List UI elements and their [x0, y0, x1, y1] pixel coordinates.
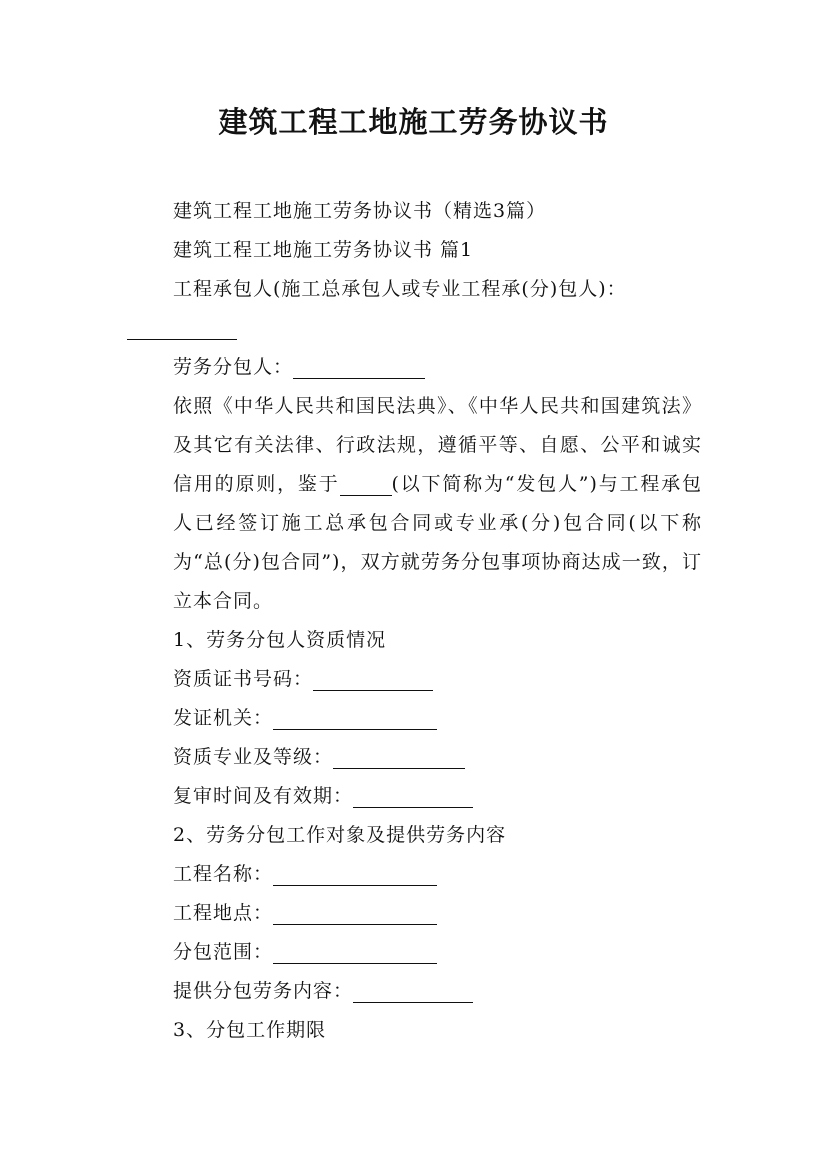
section-3-heading: 3、分包工作期限	[173, 1019, 327, 1041]
preamble-paragraph	[127, 387, 702, 621]
field-label: 分包范围：	[173, 941, 274, 963]
field-blank	[313, 668, 433, 691]
field-line	[127, 972, 702, 1011]
field-blank	[273, 863, 437, 886]
document-body	[127, 192, 702, 1050]
contractor-label: 工程承包人(施工总承包人或专业工程承(分)包人)：	[173, 278, 627, 300]
field-label: 资质证书号码：	[173, 668, 314, 690]
field-label: 提供分包劳务内容：	[173, 980, 354, 1002]
section-2-heading: 2、劳务分包工作对象及提供劳务内容	[173, 824, 507, 846]
field-blank	[333, 746, 465, 769]
field-blank	[273, 707, 437, 730]
client-blank	[340, 473, 392, 496]
field-line	[127, 660, 702, 699]
field-line	[127, 933, 702, 972]
field-label: 工程地点：	[173, 902, 274, 924]
field-line	[127, 894, 702, 933]
field-label: 发证机关：	[173, 707, 274, 729]
field-label: 资质专业及等级：	[173, 746, 334, 768]
field-label: 工程名称：	[173, 863, 274, 885]
subcontractor-blank	[293, 356, 425, 379]
intro-line: 建筑工程工地施工劳务协议书（精选3篇）	[173, 200, 547, 222]
preamble-text-b: (以下简称为“发包人”)与工程承包人已经签订施工总承包合同或专业承(分)包合同(以下称为“总(分)包合同”)，双方就劳务分包事项协商达成一致，订立本合同。	[173, 473, 702, 612]
field-blank	[353, 785, 473, 808]
section-heading: 建筑工程工地施工劳务协议书 篇1	[173, 239, 474, 261]
subcontractor-line	[127, 348, 702, 387]
section-1-heading: 1、劳务分包人资质情况	[173, 629, 387, 651]
field-line	[127, 855, 702, 894]
preamble-text-a: 依照《中华人民共和国民法典》、《中华人民共和国建筑法》及其它有关法律、行政法规，遵循平等、自愿、公平和诚实信用的原则，鉴于	[173, 395, 702, 495]
contractor-blank-line	[127, 309, 702, 348]
subcontractor-label: 劳务分包人：	[173, 356, 294, 378]
field-blank	[353, 980, 473, 1003]
document-title: 建筑工程工地施工劳务协议书	[218, 105, 609, 139]
field-blank	[273, 941, 437, 964]
field-line	[127, 777, 702, 816]
field-line	[127, 699, 702, 738]
field-blank	[273, 902, 437, 925]
field-line	[127, 738, 702, 777]
contractor-blank	[127, 317, 237, 340]
field-label: 复审时间及有效期：	[173, 785, 354, 807]
